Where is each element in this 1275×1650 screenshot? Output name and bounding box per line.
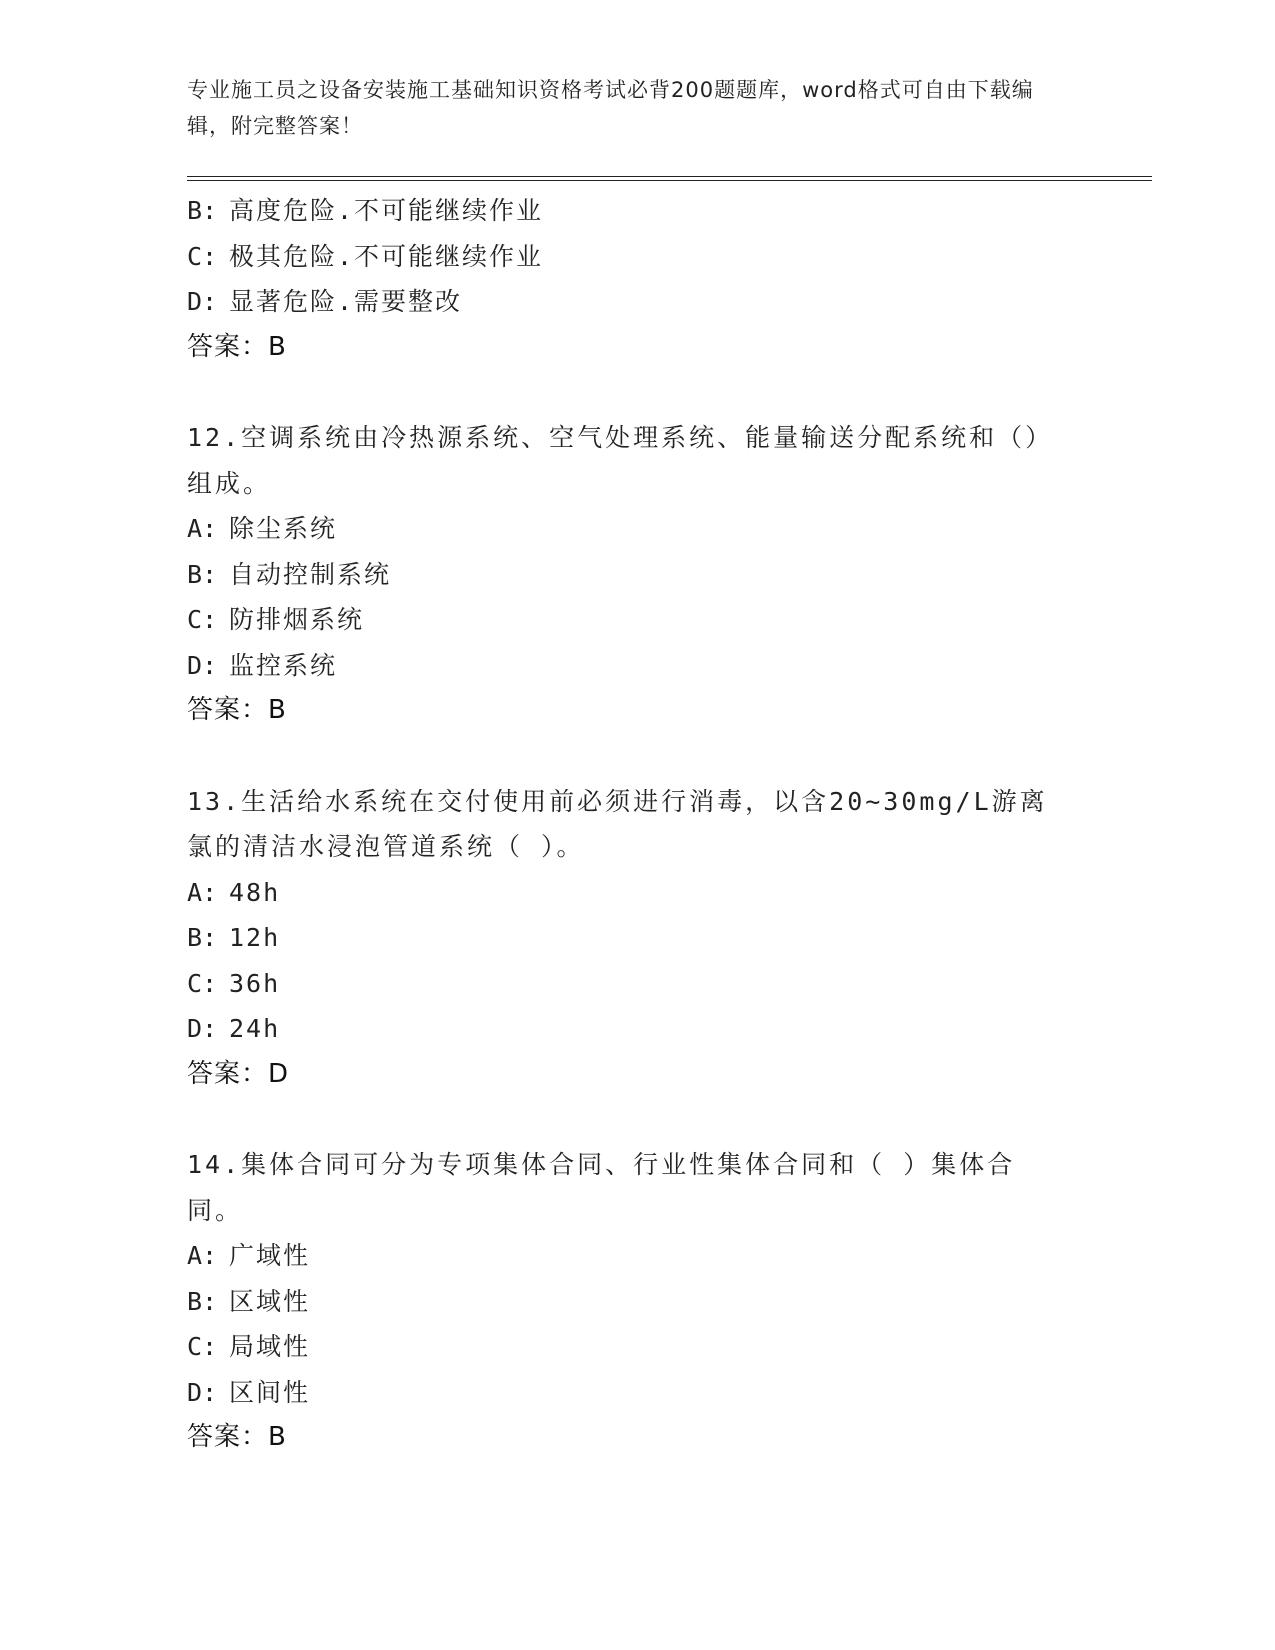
question-stem: 14.集体合同可分为专项集体合同、行业性集体合同和（ ）集体合同。 <box>187 1150 1016 1225</box>
option-text: 防排烟系统 <box>229 605 365 634</box>
question-block-13 <box>187 779 1107 1098</box>
option-text: 自动控制系统 <box>229 559 392 589</box>
option-label: C: <box>187 1332 218 1361</box>
option-a <box>187 870 1107 916</box>
question-block-12 <box>187 415 1107 734</box>
spacer <box>187 370 1107 415</box>
answer-line: 答案：B <box>187 695 287 725</box>
option-label: B: <box>187 196 218 225</box>
option-a <box>187 1233 1107 1279</box>
question-stem: 12.空调系统由冷热源系统、空气处理系统、能量输送分配系统和（）组成。 <box>187 423 1054 498</box>
option-b <box>187 552 1107 598</box>
option-text: 高度危险.不可能继续作业 <box>229 196 544 225</box>
question-block-11 <box>187 188 1107 370</box>
option-label: C: <box>187 968 218 998</box>
question-list <box>187 188 1107 1461</box>
option-label: C: <box>187 241 218 271</box>
option-label: D: <box>187 650 218 680</box>
option-b <box>187 915 1107 961</box>
option-d <box>187 643 1107 689</box>
answer-line: 答案：B <box>187 1422 287 1452</box>
option-label: B: <box>187 1286 218 1316</box>
option-text: 监控系统 <box>229 650 338 680</box>
option-text: 极其危险.不可能继续作业 <box>229 241 544 271</box>
option-a <box>187 506 1107 552</box>
answer-line: 答案：B <box>187 331 287 362</box>
question-stem: 13.生活给水系统在交付使用前必须进行消毒，以含20~30mg/L游离氯的清洁水浸泡管道系统（ ）。 <box>187 786 1048 861</box>
spacer <box>187 734 1107 779</box>
option-text: 局域性 <box>229 1332 311 1361</box>
option-label: A: <box>187 514 218 543</box>
option-d <box>187 279 1107 325</box>
option-label: A: <box>187 877 218 907</box>
option-d <box>187 1370 1107 1416</box>
option-text: 48h <box>229 877 281 907</box>
option-label: B: <box>187 559 218 589</box>
question-block-14 <box>187 1142 1107 1461</box>
option-text: 24h <box>229 1014 281 1043</box>
document-header: 专业施工员之设备安装施工基础知识资格考试必背200题题库，word格式可自由下载编辑，附完整答案！ <box>187 78 1034 138</box>
option-text: 36h <box>229 968 281 998</box>
option-text: 广域性 <box>229 1241 311 1270</box>
header-divider <box>187 176 1152 181</box>
option-label: C: <box>187 605 218 634</box>
option-text: 12h <box>229 923 281 952</box>
option-text: 区域性 <box>229 1286 311 1316</box>
option-c <box>187 1324 1107 1370</box>
option-text: 区间性 <box>229 1377 311 1407</box>
option-text: 显著危险.需要整改 <box>229 287 463 316</box>
option-label: D: <box>187 1377 218 1407</box>
option-c <box>187 597 1107 643</box>
option-b <box>187 1279 1107 1325</box>
option-label: B: <box>187 923 218 952</box>
option-label: A: <box>187 1241 218 1270</box>
spacer <box>187 1097 1107 1142</box>
option-text: 除尘系统 <box>229 514 338 543</box>
option-b <box>187 188 1107 234</box>
option-c <box>187 961 1107 1007</box>
option-label: D: <box>187 287 218 316</box>
option-d <box>187 1006 1107 1052</box>
option-label: D: <box>187 1014 218 1043</box>
answer-line: 答案：D <box>187 1058 290 1089</box>
option-c <box>187 234 1107 280</box>
